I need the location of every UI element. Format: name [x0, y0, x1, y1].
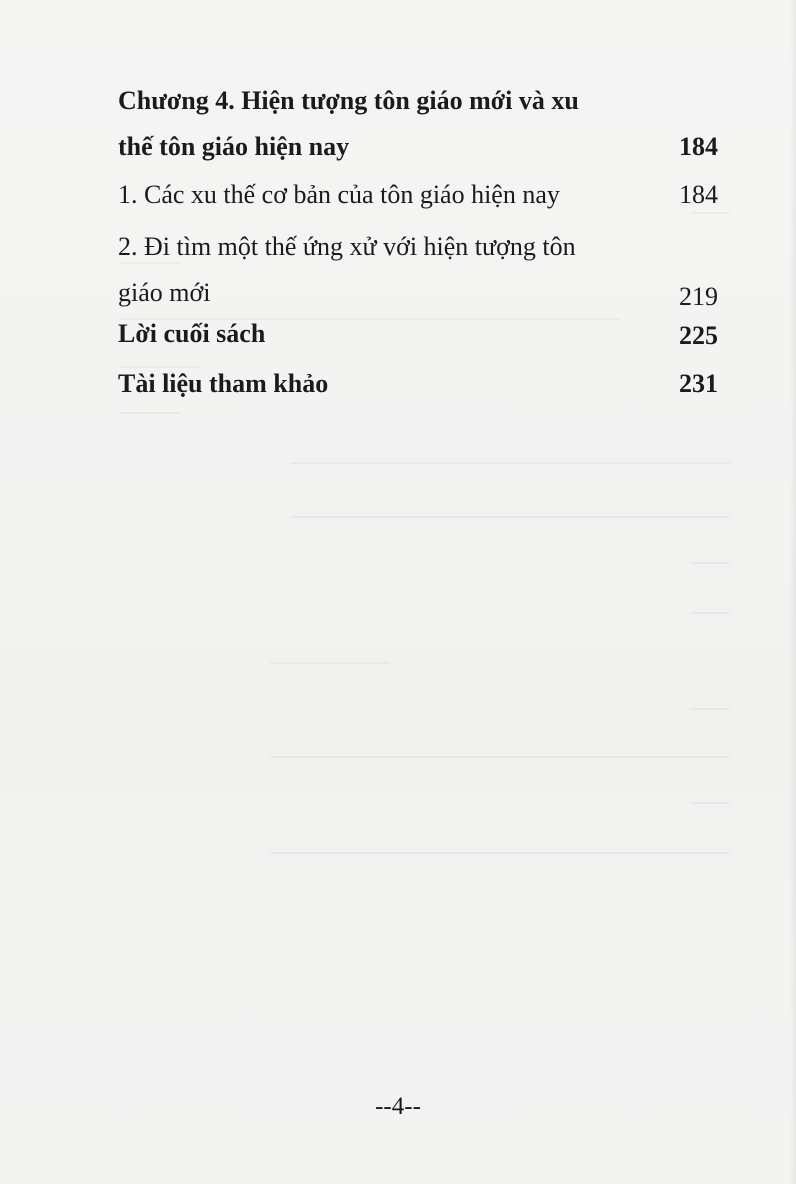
page-edge-shadow	[790, 0, 796, 1184]
toc-entry-chapter-4	[118, 80, 718, 160]
toc-entry-title-line: Lời cuối sách	[118, 319, 266, 348]
page-number-footer: --4--	[375, 1093, 421, 1120]
toc-entry-title-line: Chương 4. Hiện tượng tôn giáo mới và xu	[118, 86, 579, 115]
toc-entry-section-1	[118, 178, 718, 212]
toc-entry-title-line: giáo mới	[118, 278, 211, 307]
toc-entry-title-line: 1. Các xu thế cơ bản của tôn giáo hiện nay	[118, 180, 560, 209]
toc-entry-title-line: thế tôn giáo hiện nay	[118, 132, 350, 161]
toc-entry-title-line: Tài liệu tham khảo	[118, 369, 329, 398]
toc-entry-afterword	[118, 318, 718, 352]
toc-entry-title-line: 2. Đi tìm một thế ứng xử với hiện tượng tôn	[118, 232, 576, 261]
toc-entry-page-number: 184	[679, 180, 718, 209]
toc-entry-references	[118, 368, 718, 402]
toc-entry-page-number: 219	[679, 282, 718, 311]
toc-entry-page-number: 231	[679, 369, 718, 398]
toc-entry-page-number: 225	[679, 321, 718, 350]
toc-entry-page-number: 184	[679, 132, 718, 161]
toc-entry-section-2	[118, 226, 718, 311]
